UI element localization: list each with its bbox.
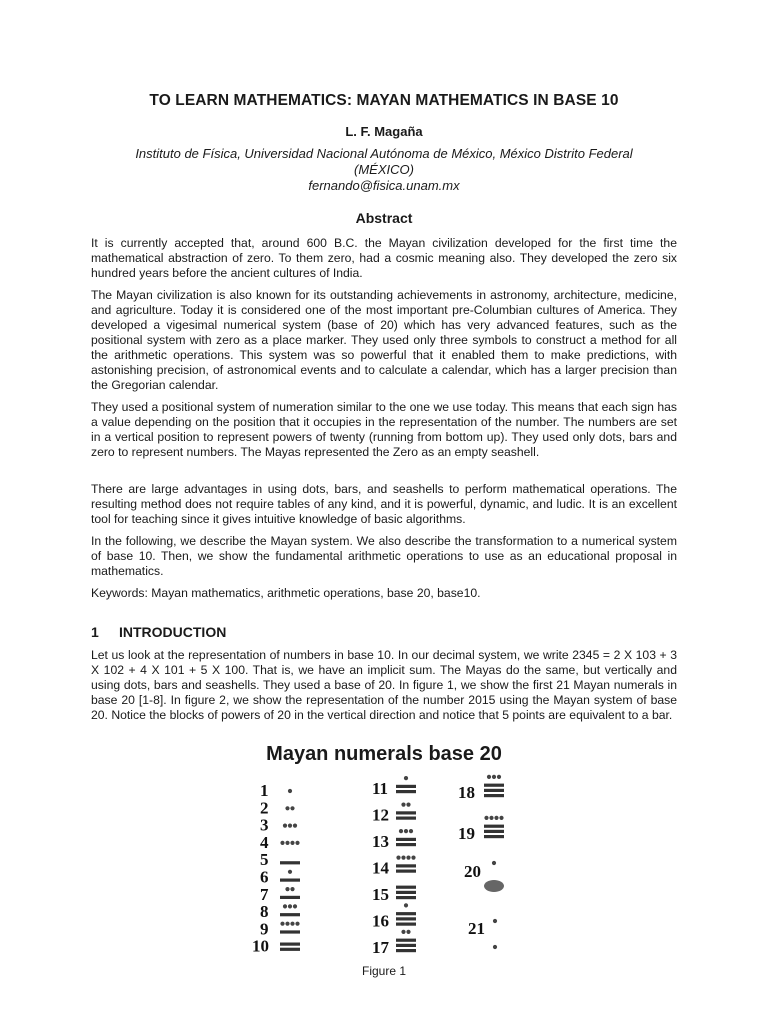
numeral-dot bbox=[411, 856, 415, 860]
numeral-dot bbox=[396, 856, 400, 860]
numeral-bar bbox=[484, 789, 504, 792]
numeral-bar bbox=[484, 794, 504, 797]
numeral-label: 20 bbox=[464, 862, 481, 881]
numeral-bar bbox=[396, 886, 416, 889]
numeral-dot bbox=[494, 816, 498, 820]
numeral-bar bbox=[396, 939, 416, 942]
numeral-label: 12 bbox=[372, 805, 389, 825]
numeral-dot bbox=[399, 829, 403, 833]
numeral-label: 3 bbox=[260, 815, 269, 835]
numeral-dot bbox=[285, 922, 289, 926]
numeral-bar bbox=[396, 912, 416, 915]
author-email: fernando@fisica.unam.mx bbox=[308, 178, 460, 193]
numeral-label: 7 bbox=[260, 884, 269, 904]
numeral-bar bbox=[484, 830, 504, 833]
numeral-dot bbox=[406, 803, 410, 807]
mayan-numerals-figure bbox=[240, 770, 530, 960]
numeral-dot bbox=[288, 789, 292, 793]
numeral-dot bbox=[404, 829, 408, 833]
numeral-dot bbox=[293, 904, 297, 908]
numeral-label: 14 bbox=[372, 858, 389, 878]
numeral-bar bbox=[396, 811, 416, 814]
numeral-bar bbox=[484, 784, 504, 787]
numeral-label: 17 bbox=[372, 938, 389, 957]
numeral-label: 11 bbox=[372, 779, 389, 798]
numeral-bar bbox=[396, 870, 416, 873]
numeral-dot bbox=[290, 841, 294, 845]
section-heading bbox=[91, 624, 226, 640]
numeral-bar bbox=[280, 943, 300, 946]
numeral-label: 15 bbox=[372, 885, 389, 904]
numeral-bar bbox=[396, 843, 416, 846]
numeral-dot bbox=[290, 887, 294, 891]
numeral-dot bbox=[290, 806, 294, 810]
numeral-dot bbox=[492, 861, 496, 865]
numeral-dot bbox=[401, 803, 405, 807]
paper-author: L. F. Magaña bbox=[345, 124, 423, 139]
numeral-dot bbox=[285, 887, 289, 891]
numeral-dot bbox=[295, 841, 299, 845]
numeral-label: 1 bbox=[260, 781, 269, 800]
numeral-dot bbox=[401, 856, 405, 860]
numeral-bar bbox=[396, 917, 416, 920]
numeral-dot bbox=[404, 903, 408, 907]
numeral-dot bbox=[489, 816, 493, 820]
abstract-paragraph-4: There are large advantages in using dots, bars, and seashells to perform mathematical operations. The resulting method does not require tables of any kind, and it is powerful, dynamic, and ludic. It is an excellent tool for teaching since it gives intuitive knowledge of basic algorithms. bbox=[91, 482, 677, 526]
numeral-bar bbox=[396, 864, 416, 867]
numeral-bar bbox=[280, 879, 300, 882]
numeral-dot bbox=[401, 930, 405, 934]
numeral-dot bbox=[404, 776, 408, 780]
numeral-label: 6 bbox=[260, 867, 269, 887]
numeral-bar bbox=[396, 923, 416, 926]
numeral-label: 4 bbox=[260, 832, 269, 852]
numeral-bar bbox=[396, 896, 416, 899]
numeral-label: 19 bbox=[458, 824, 475, 843]
abstract-paragraph-3: They used a positional system of numeration similar to the one we use today. This means that each sign has a value depending on the position that it occupies in the representation of the number. The numbers are set in a vertical position to represent powers of twenty (running from bottom up). They used only dots, bars and zero to represent numbers. The Mayas represented the Zero as an empty seashell. bbox=[91, 400, 677, 459]
numeral-dot bbox=[484, 816, 488, 820]
numeral-dot bbox=[493, 945, 497, 949]
numeral-dot bbox=[409, 829, 413, 833]
abstract-paragraph-5: In the following, we describe the Mayan system. We also describe the transformation to a numerical system of base 10. Then, we show the fundamental arithmetic operations to use as an educational proposal in mathematics. bbox=[91, 534, 677, 578]
affiliation-line-1: Instituto de Física, Universidad Nacional Autónoma de México, México Distrito Federal bbox=[135, 146, 633, 161]
section-title: INTRODUCTION bbox=[119, 624, 227, 640]
numeral-label: 9 bbox=[260, 919, 269, 939]
numeral-bar bbox=[280, 861, 300, 864]
keywords: Keywords: Mayan mathematics, arithmetic operations, base 20, base10. bbox=[91, 586, 481, 600]
numeral-dot bbox=[283, 824, 287, 828]
figure-caption: Figure 1 bbox=[361, 964, 407, 978]
abstract-heading: Abstract bbox=[355, 210, 413, 226]
numeral-label: 21 bbox=[468, 919, 485, 938]
numeral-dot bbox=[493, 919, 497, 923]
numeral-dot bbox=[406, 856, 410, 860]
numeral-bar bbox=[280, 896, 300, 899]
figure-title: Mayan numerals base 20 bbox=[266, 743, 502, 765]
affiliation-line-2: (MÉXICO) bbox=[354, 162, 414, 177]
numeral-dot bbox=[295, 922, 299, 926]
numeral-dot bbox=[406, 930, 410, 934]
numeral-dot bbox=[487, 775, 491, 779]
numeral-dot bbox=[280, 841, 284, 845]
numeral-dot bbox=[288, 870, 292, 874]
numeral-bar bbox=[396, 785, 416, 788]
numeral-dot bbox=[290, 922, 294, 926]
numeral-bar bbox=[280, 930, 300, 933]
numeral-label: 5 bbox=[260, 850, 269, 870]
numeral-bar bbox=[396, 790, 416, 793]
abstract-paragraph-2: The Mayan civilization is also known for its outstanding achievements in astronomy, architecture, medicine, and agriculture. Today it is considered one of the most important pre-Columbian cultures of America. They developed a vigesimal numerical system (base of 20) which has very advanced features, such as the positional system with zero as a place marker. They used only three symbols to construct a method for all the arithmetic operations. This system was so powerful that it enabled them to make predictions, with astonishing precision, of astronomical events and to calculate a calendar, which has a larger precision than the Gregorian calendar. bbox=[91, 288, 677, 392]
introduction-paragraph: Let us look at the representation of numbers in base 10. In our decimal system, we write 2345 = 2 X 103 + 3 X 102 + 4 X 101 + 5 X 100. That is, we have an implicit sum. The Mayas do the same, but vertically and using dots, bars and seashells. They used a base of 20. In figure 1, we show the first 21 Mayan numerals in base 20 [1-8]. In figure 2, we show the representation of the number 2015 using the Mayan system of base 20. Notice the blocks of powers of 20 in the vertical direction and notice that 5 points are equivalent to a bar. bbox=[91, 648, 677, 722]
abstract-paragraph-1: It is currently accepted that, around 600 B.C. the Mayan civilization developed for the first time the mathematical abstraction of zero. To them zero, had a cosmic meaning also. They developed the zero six hundred years before the ancient cultures of India. bbox=[91, 236, 677, 280]
numeral-label: 18 bbox=[458, 783, 475, 802]
paper-title: TO LEARN MATHEMATICS: MAYAN MATHEMATICS IN BASE 10 bbox=[149, 92, 619, 109]
numeral-bar bbox=[396, 817, 416, 820]
numeral-label: 16 bbox=[372, 911, 389, 931]
numeral-bar bbox=[396, 949, 416, 952]
numeral-dot bbox=[497, 775, 501, 779]
numeral-dot bbox=[293, 824, 297, 828]
numeral-bar bbox=[280, 948, 300, 951]
numeral-dot bbox=[288, 904, 292, 908]
author-affiliation bbox=[100, 146, 668, 194]
numeral-dot bbox=[280, 922, 284, 926]
numeral-bar bbox=[280, 913, 300, 916]
numeral-label: 8 bbox=[260, 902, 269, 922]
numeral-label: 10 bbox=[252, 936, 269, 956]
numeral-dot bbox=[499, 816, 503, 820]
zero-shell-icon bbox=[484, 880, 504, 892]
numeral-label: 2 bbox=[260, 798, 269, 818]
numeral-bar bbox=[396, 891, 416, 894]
numeral-label: 13 bbox=[372, 832, 389, 851]
numeral-bar bbox=[396, 944, 416, 947]
numeral-bar bbox=[484, 835, 504, 838]
numeral-dot bbox=[492, 775, 496, 779]
numeral-dot bbox=[285, 841, 289, 845]
numeral-dot bbox=[285, 806, 289, 810]
numeral-dot bbox=[288, 824, 292, 828]
numeral-bar bbox=[484, 825, 504, 828]
section-number: 1 bbox=[91, 624, 99, 640]
numeral-bar bbox=[396, 838, 416, 841]
numeral-dot bbox=[283, 904, 287, 908]
